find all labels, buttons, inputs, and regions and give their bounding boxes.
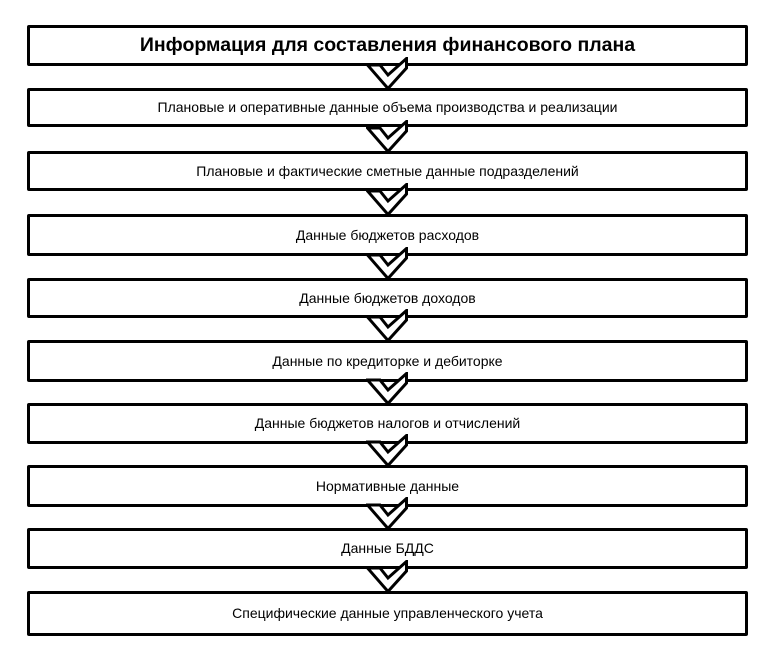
down-chevron-connector (366, 372, 408, 405)
down-chevron-connector (366, 120, 408, 153)
flow-box-label: Данные по кредиторке и дебиторке (272, 352, 503, 369)
flow-box-label: Нормативные данные (315, 477, 460, 494)
flow-box-label: Специфические данные управленческого учета (232, 605, 543, 622)
down-chevron-connector (366, 560, 408, 593)
flow-box-management-accounting (27, 591, 748, 636)
title-text: Информация для составления финансового плана (139, 34, 636, 57)
down-chevron-connector (366, 434, 408, 467)
down-chevron-connector (366, 309, 408, 342)
down-chevron-connector (366, 57, 408, 90)
down-chevron-connector (366, 247, 408, 280)
flow-box-label: Плановые и фактические сметные данные подразделений (196, 162, 579, 179)
down-chevron-connector (366, 497, 408, 530)
flow-box-label: Плановые и оперативные данные объема производства и реализации (157, 99, 618, 116)
down-chevron-connector (366, 183, 408, 216)
flow-box-label: Данные БДДС (341, 540, 434, 557)
flow-box-label: Данные бюджетов налогов и отчислений (254, 415, 521, 432)
flow-box-label: Данные бюджетов расходов (295, 226, 480, 243)
flow-box-label: Данные бюджетов доходов (299, 289, 476, 306)
